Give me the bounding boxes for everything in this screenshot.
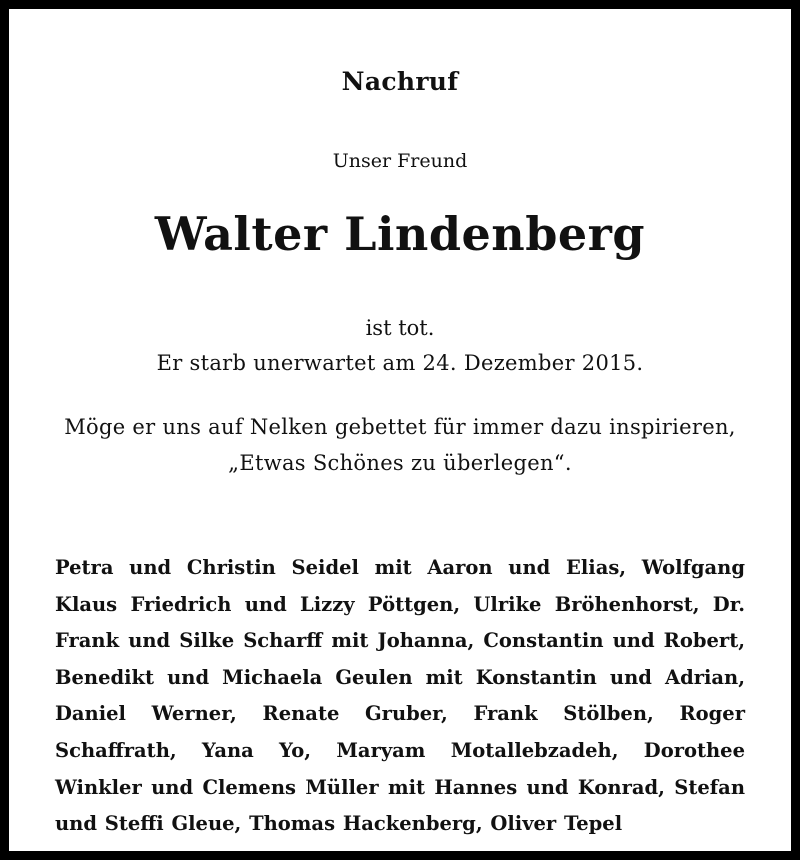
statement-line-1: ist tot.: [365, 316, 435, 340]
quote-line-1: Möge er uns auf Nelken gebettet für immer dazu inspirieren,: [64, 415, 736, 439]
notice-heading: Nachruf: [341, 67, 459, 96]
mourners-list: Petra und Christin Seidel mit Aaron und Elias, Wolfgang Klaus Friedrich und Lizzy Pöttgen, Ulrike Bröhenhorst, Dr. Frank und Silke Scharff mit Johanna, Constantin und Robert, Benedikt und Michaela Geulen mit Konstantin und Adrian, Daniel Werner, Renate Gruber, Frank Stölben, Roger Schaffrath, Yana Yo, Maryam Motallebzadeh, Dorothee Winkler und Clemens Müller mit Hannes und Konrad, Stefan und Steffi Gleue, Thomas Hackenberg, Oliver Tepel: [55, 556, 745, 836]
statement-line-2: Er starb unerwartet am 24. Dezember 2015.: [156, 351, 644, 375]
quote-line-2: „Etwas Schönes zu überlegen“.: [228, 451, 572, 475]
deceased-name: Walter Lindenberg: [154, 207, 646, 261]
notice-intro: Unser Freund: [332, 150, 468, 172]
